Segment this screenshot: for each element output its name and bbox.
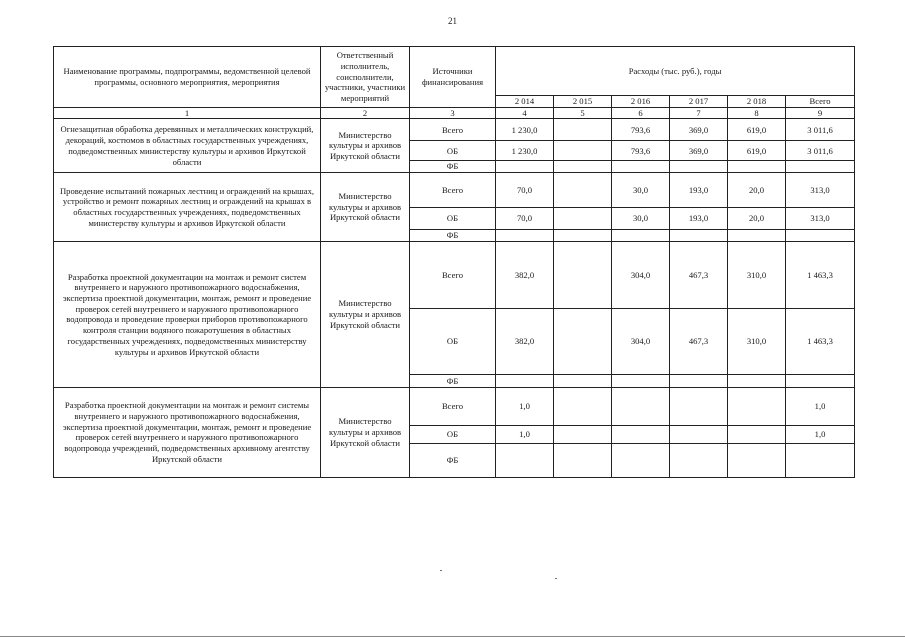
scan-artifact	[440, 570, 442, 571]
table-row	[54, 387, 855, 425]
expense-value	[728, 443, 786, 477]
expense-value	[612, 374, 670, 387]
funding-source: ФБ	[410, 161, 496, 173]
expense-value	[786, 443, 855, 477]
funding-source: Всего	[410, 119, 496, 141]
expense-value: 310,0	[728, 308, 786, 374]
funding-source: ОБ	[410, 141, 496, 161]
expense-value: 467,3	[670, 241, 728, 308]
expense-value: 20,0	[728, 208, 786, 230]
expense-value: 1,0	[496, 425, 554, 443]
expense-value	[670, 425, 728, 443]
measure-name: Разработка проектной документации на монтаж и ремонт систем внутреннего и наружного противопожарного водоснабжения, экспертиза проектной документации, монтаж, ремонт и проведение проверок сетей внутреннего и наружного противопожарного водопровода и проведение проверки приборов противопожарного контроля станции водяного пожаротушения в областных государственных учреждениях, подведомственных министерству культуры и архивов Иркутской области	[54, 241, 321, 387]
expense-value: 304,0	[612, 241, 670, 308]
expense-value	[612, 161, 670, 173]
expense-value	[728, 387, 786, 425]
column-number: 6	[612, 107, 670, 119]
expense-value	[554, 173, 612, 208]
page-edge	[0, 636, 905, 641]
expense-value	[554, 141, 612, 161]
expense-value	[554, 425, 612, 443]
funding-source: ОБ	[410, 208, 496, 230]
expense-value	[496, 443, 554, 477]
expense-value	[554, 119, 612, 141]
expense-value: 382,0	[496, 241, 554, 308]
funding-source: Всего	[410, 387, 496, 425]
expense-value: 1 230,0	[496, 119, 554, 141]
expense-value: 467,3	[670, 308, 728, 374]
expense-value	[670, 230, 728, 242]
table-row	[54, 241, 855, 308]
expense-value	[728, 230, 786, 242]
header-row	[54, 47, 855, 96]
column-number: 4	[496, 107, 554, 119]
expense-value: 304,0	[612, 308, 670, 374]
expense-value	[670, 374, 728, 387]
expense-value	[554, 241, 612, 308]
header-source: Источники финансирования	[410, 47, 496, 108]
expense-value	[554, 208, 612, 230]
expense-value	[728, 425, 786, 443]
expense-value: 313,0	[786, 208, 855, 230]
column-number: 5	[554, 107, 612, 119]
funding-source: ОБ	[410, 425, 496, 443]
expense-value	[786, 161, 855, 173]
scan-artifact	[555, 578, 557, 579]
page-number: 21	[448, 16, 457, 26]
column-number: 8	[728, 107, 786, 119]
header-expenses: Расходы (тыс. руб.), годы	[496, 47, 855, 96]
expense-value: 793,6	[612, 141, 670, 161]
expense-value	[554, 308, 612, 374]
expense-value: 1 463,3	[786, 308, 855, 374]
expense-value: 793,6	[612, 119, 670, 141]
table-row	[54, 173, 855, 208]
financing-table	[53, 46, 855, 478]
column-number: 7	[670, 107, 728, 119]
expense-value	[612, 425, 670, 443]
header-executor: Ответственный исполнитель, соисполнители, участники, участники мероприятий	[321, 47, 410, 108]
year-header: 2 016	[612, 96, 670, 108]
measure-name: Проведение испытаний пожарных лестниц и ограждений на крышах, устройство и ремонт пожарных лестниц и ограждений на крышах в областных государственных учреждениях, подведомственных министерству культуры и архивов Иркутской области	[54, 173, 321, 242]
expense-value: 619,0	[728, 119, 786, 141]
expense-value	[728, 161, 786, 173]
expense-value: 619,0	[728, 141, 786, 161]
expense-value: 20,0	[728, 173, 786, 208]
table-row	[54, 119, 855, 141]
expense-value	[496, 161, 554, 173]
table-body	[54, 47, 855, 478]
expense-value: 1 463,3	[786, 241, 855, 308]
expense-value: 193,0	[670, 173, 728, 208]
column-number: 1	[54, 107, 321, 119]
expense-value: 313,0	[786, 173, 855, 208]
funding-source: Всего	[410, 173, 496, 208]
year-header: 2 014	[496, 96, 554, 108]
expense-value	[786, 374, 855, 387]
expense-value	[612, 387, 670, 425]
column-number: 3	[410, 107, 496, 119]
expense-value	[496, 230, 554, 242]
measure-executor: Министерство культуры и архивов Иркутской области	[321, 173, 410, 242]
funding-source: ФБ	[410, 374, 496, 387]
column-number: 2	[321, 107, 410, 119]
expense-value: 1,0	[786, 387, 855, 425]
year-header: Всего	[786, 96, 855, 108]
expense-value: 1,0	[496, 387, 554, 425]
measure-executor: Министерство культуры и архивов Иркутской области	[321, 387, 410, 477]
expense-value	[554, 374, 612, 387]
expense-value: 3 011,6	[786, 141, 855, 161]
expense-value: 70,0	[496, 173, 554, 208]
expense-value: 3 011,6	[786, 119, 855, 141]
measure-name: Огнезащитная обработка деревянных и металлических конструкций, декораций, костюмов в областных государственных учреждениях, подведомственных министерству культуры и архивов Иркутской области	[54, 119, 321, 173]
measure-executor: Министерство культуры и архивов Иркутской области	[321, 119, 410, 173]
expense-value: 193,0	[670, 208, 728, 230]
expense-value: 30,0	[612, 208, 670, 230]
expense-value: 1,0	[786, 425, 855, 443]
year-header: 2 015	[554, 96, 612, 108]
funding-source: ФБ	[410, 443, 496, 477]
expense-value: 30,0	[612, 173, 670, 208]
expense-value	[670, 387, 728, 425]
expense-value	[554, 387, 612, 425]
funding-source: ОБ	[410, 308, 496, 374]
expense-value	[554, 161, 612, 173]
year-header: 2 018	[728, 96, 786, 108]
expense-value	[786, 230, 855, 242]
expense-value: 382,0	[496, 308, 554, 374]
expense-value	[612, 230, 670, 242]
expense-value	[612, 443, 670, 477]
measure-name: Разработка проектной документации на монтаж и ремонт системы внутреннего и наружного противопожарного водоснабжения, экспертиза проектной документации, монтаж, ремонт и проведение проверок сетей внутреннего и наружного противопожарного водопровода учреждений, подведомственных архивному агентству Иркутской области	[54, 387, 321, 477]
column-number: 9	[786, 107, 855, 119]
expense-value	[670, 161, 728, 173]
measure-executor: Министерство культуры и архивов Иркутской области	[321, 241, 410, 387]
expense-value: 369,0	[670, 119, 728, 141]
expense-value	[554, 230, 612, 242]
expense-value	[496, 374, 554, 387]
funding-source: ФБ	[410, 230, 496, 242]
expense-value: 369,0	[670, 141, 728, 161]
expense-value	[670, 443, 728, 477]
expense-value	[728, 374, 786, 387]
expense-value: 1 230,0	[496, 141, 554, 161]
column-numbers-row	[54, 107, 855, 119]
year-header: 2 017	[670, 96, 728, 108]
expense-value: 70,0	[496, 208, 554, 230]
header-name: Наименование программы, подпрограммы, ведомственной целевой программы, основного мероприятия, мероприятия	[54, 47, 321, 108]
expense-value	[554, 443, 612, 477]
funding-source: Всего	[410, 241, 496, 308]
expense-value: 310,0	[728, 241, 786, 308]
